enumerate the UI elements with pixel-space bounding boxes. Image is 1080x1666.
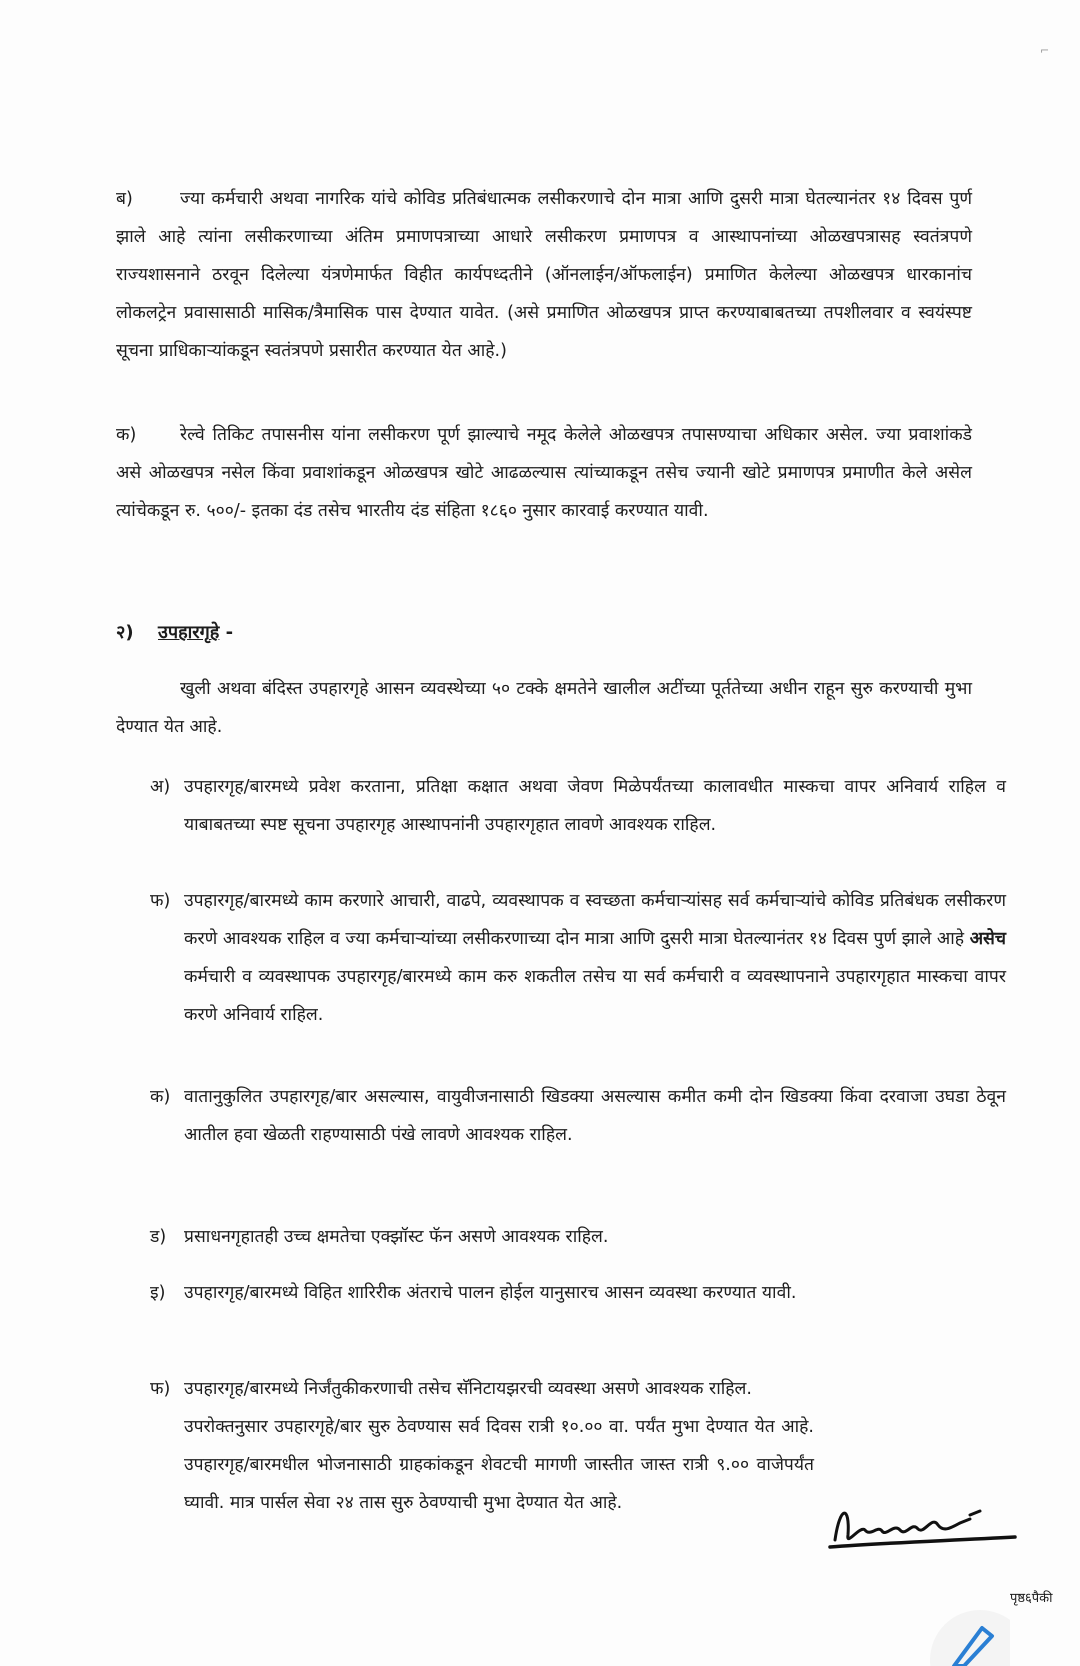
condition-marker: फ) xyxy=(150,891,171,911)
condition-item xyxy=(150,1274,1006,1312)
paragraph-k xyxy=(116,416,972,530)
heading-suffix: - xyxy=(219,622,234,643)
intro-paragraph: खुली अथवा बंदिस्त उपहारगृहे आसन व्यवस्थेच्या ५० टक्के क्षमतेने खालील अटींच्या पूर्ततेच्या अधीन राहून सुरु करण्याची मुभा देण्यात येत आहे. xyxy=(116,679,972,737)
condition-bold-text: असेच xyxy=(969,929,1006,949)
condition-text: उपहारगृह/बारमध्ये विहित शारिरीक अंतराचे पालन होईल यानुसारच आसन व्यवस्था करण्यात यावी. xyxy=(184,1283,797,1303)
condition-text: उपहारगृह/बारमध्ये काम करणारे आचारी, वाढपे, व्यवस्थापक व स्वच्छता कर्मचाऱ्यांसह सर्व कर्मचाऱ्यांचे कोविड प्रतिबंधक लसीकरण करणे आवश्यक राहिल व ज्या कर्मचाऱ्यांच्या लसीकरणाच्या दोन मात्रा आणि दुसरी मात्रा घेतल्यानंतर १४ दिवस पुर्ण झाले आहे xyxy=(184,891,1006,949)
pencil-icon[interactable] xyxy=(930,1600,1010,1666)
section-heading xyxy=(116,620,233,644)
heading-title: उपहारगृहे xyxy=(158,622,220,643)
paragraph-marker: ब) xyxy=(116,189,133,209)
corner-mark: ⌐ xyxy=(1040,44,1050,57)
heading-number: २) xyxy=(116,622,134,643)
condition-text: प्रसाधनगृहातही उच्च क्षमतेचा एक्झॉस्ट फॅन असणे आवश्यक राहिल. xyxy=(184,1227,609,1247)
condition-text: वातानुकुलित उपहारगृह/बार असल्यास, वायुवीजनासाठी खिडक्या असल्यास कमीत कमी दोन खिडक्या किंवा दरवाजा उघडा ठेवून आतील हवा खेळती राहण्यासाठी पंखे लावणे आवश्यक राहिल. xyxy=(184,1087,1006,1145)
condition-item xyxy=(150,1370,1006,1408)
condition-item xyxy=(150,1218,1006,1256)
condition-marker: अ) xyxy=(150,777,171,797)
condition-item xyxy=(150,882,1006,1034)
condition-marker: फ) xyxy=(150,1379,171,1399)
closing-paragraph: उपरोक्तनुसार उपहारगृहे/बार सुरु ठेवण्यास सर्व दिवस रात्री १०.०० वा. पर्यंत मुभा देण्यात येत आहे. उपहारगृह/बारमधील भोजनासाठी ग्राहकांकडून शेवटची मागणी जास्तीत जास्त रात्री ९.०० वाजेपर्यंत घ्यावी. मात्र पार्सल सेवा २४ तास सुरु ठेवण्याची मुभा देण्यात येत आहे. xyxy=(184,1417,814,1513)
condition-item xyxy=(150,768,1006,844)
page-footer: पृष्ठ६पैकी xyxy=(1010,1591,1053,1606)
paragraph-b xyxy=(116,180,972,370)
condition-text: उपहारगृह/बारमध्ये निर्जंतुकीकरणाची तसेच सॅनिटायझरची व्यवस्था असणे आवश्यक राहिल. xyxy=(184,1379,752,1399)
signature-icon xyxy=(820,1485,1030,1565)
paragraph-text: ज्या कर्मचारी अथवा नागरिक यांचे कोविड प्रतिबंधात्मक लसीकरणाचे दोन मात्रा आणि दुसरी मात्रा घेतल्यानंतर १४ दिवस पुर्ण झाले आहे त्यांना लसीकरणाच्या अंतिम प्रमाणपत्राच्या आधारे लसीकरण प्रमाणपत्र व आस्थापनांच्या ओळखपत्रासह स्वतंत्रपणे राज्यशासनाने ठरवून दिलेल्या यंत्रणेमार्फत विहीत कार्यपध्दतीने (ऑनलाईन/ऑफलाईन) प्रमाणित केलेल्या ओळखपत्र धारकानांच लोकलट्रेन प्रवासासाठी मासिक/त्रैमासिक पास देण्यात यावेत. (असे प्रमाणित ओळखपत्र प्राप्त करण्याबाबतच्या तपशीलवार व स्वयंस्पष्ट सूचना प्राधिकाऱ्यांकडून स्वतंत्रपणे प्रसारीत करण्यात येत आहे.) xyxy=(116,189,972,361)
condition-marker: इ) xyxy=(150,1283,166,1303)
condition-marker: क) xyxy=(150,1087,171,1107)
paragraph-marker: क) xyxy=(116,425,137,445)
paragraph-text: रेल्वे तिकिट तपासनीस यांना लसीकरण पूर्ण झाल्याचे नमूद केलेले ओळखपत्र तपासण्याचा अधिकार असेल. ज्या प्रवाशांकडे असे ओळखपत्र नसेल किंवा प्रवाशांकडून ओळखपत्र खोटे आढळल्यास त्यांच्याकडून तसेच ज्यानी खोटे प्रमाणपत्र प्रमाणीत केले असेल त्यांचेकडून रु. ५००/- इतका दंड तसेच भारतीय दंड संहिता १८६० नुसार कारवाई करण्यात यावी. xyxy=(116,425,972,521)
condition-text: उपहारगृह/बारमध्ये प्रवेश करताना, प्रतिक्षा कक्षात अथवा जेवण मिळेपर्यंतच्या कालावधीत मास्कचा वापर अनिवार्य राहिल व याबाबतच्या स्पष्ट सूचना उपहारगृह आस्थापनांनी उपहारगृहात लावणे आवश्यक राहिल. xyxy=(184,777,1006,835)
condition-text: कर्मचारी व व्यवस्थापक उपहारगृह/बारमध्ये काम करु शकतील तसेच या सर्व कर्मचारी व व्यवस्थापनाने उपहारगृहात मास्कचा वापर करणे अनिवार्य राहिल. xyxy=(184,967,1006,1025)
condition-marker: ड) xyxy=(150,1227,167,1247)
condition-item xyxy=(150,1078,1006,1154)
